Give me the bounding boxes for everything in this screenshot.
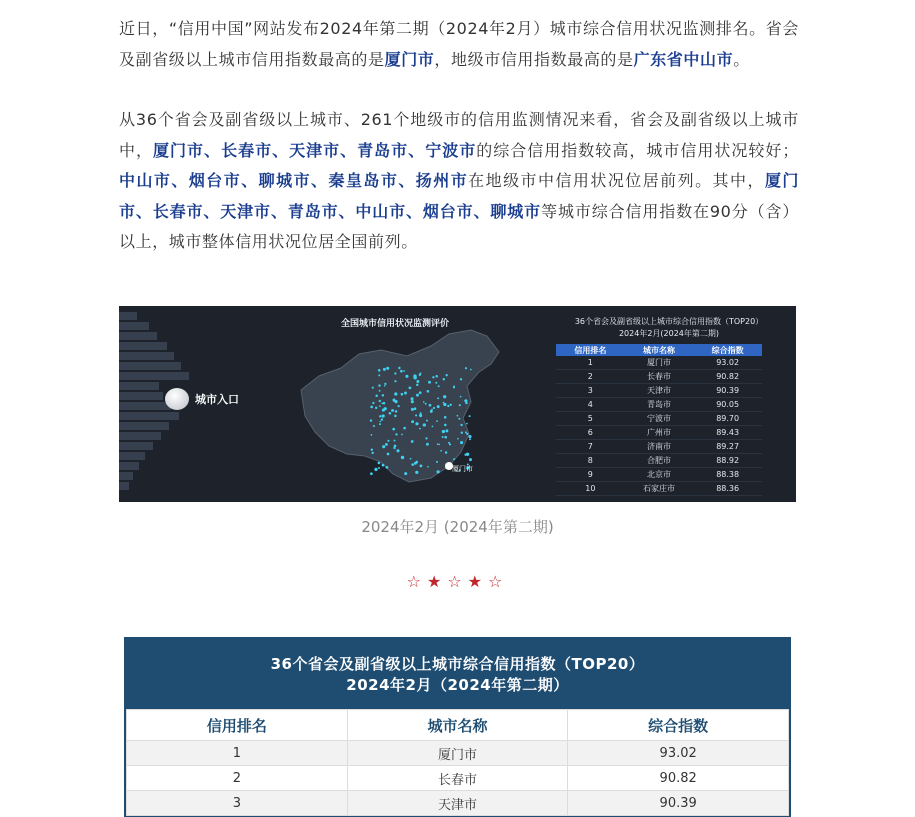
city-dot bbox=[410, 458, 412, 460]
city-dot bbox=[379, 423, 381, 425]
cell-city: 天津市 bbox=[347, 791, 568, 816]
city-dot bbox=[436, 420, 438, 422]
city-dot bbox=[435, 382, 437, 384]
credit-map-banner[interactable] bbox=[119, 306, 796, 502]
city-dot bbox=[419, 464, 422, 467]
mini-table-title bbox=[544, 316, 794, 340]
city-dot bbox=[437, 405, 440, 408]
star-filled-icon: ★ bbox=[426, 572, 448, 591]
city-dot bbox=[387, 453, 390, 456]
city-dot bbox=[469, 415, 471, 417]
mini-cell-city: 石家庄市 bbox=[625, 482, 694, 496]
city-dot bbox=[416, 461, 418, 463]
mini-table-row bbox=[556, 398, 762, 412]
city-dot bbox=[466, 423, 468, 425]
mini-cell-index: 88.36 bbox=[693, 482, 762, 496]
mini-table-row bbox=[556, 412, 762, 426]
city-dot bbox=[445, 429, 448, 432]
city-dot bbox=[465, 431, 467, 433]
city-dot bbox=[428, 381, 431, 384]
city-dot bbox=[448, 442, 450, 444]
highlight-city: 广东省中山市 bbox=[633, 49, 734, 69]
mini-cell-index: 88.38 bbox=[693, 468, 762, 482]
cell-rank: 3 bbox=[127, 791, 348, 816]
city-dot bbox=[394, 415, 397, 418]
ranking-card-title-line2: 2024年2月（2024年第二期） bbox=[346, 676, 569, 694]
city-dot bbox=[384, 407, 387, 410]
mini-cell-city: 济南市 bbox=[625, 440, 694, 454]
city-dot bbox=[382, 394, 384, 396]
mini-cell-rank: 7 bbox=[556, 440, 625, 454]
text-run: 从36个省会及副省级以上城市、261个地级市的信用监测情况来看，省会及副省级以上城市中， bbox=[119, 110, 799, 160]
city-dot bbox=[401, 434, 403, 436]
city-dot bbox=[400, 370, 403, 373]
city-dot bbox=[423, 423, 426, 426]
city-dot bbox=[384, 385, 386, 387]
city-dot bbox=[435, 375, 438, 378]
city-dot bbox=[430, 410, 433, 413]
city-dot bbox=[378, 384, 380, 386]
city-dot bbox=[423, 401, 425, 403]
mini-cell-rank: 8 bbox=[556, 454, 625, 468]
mini-cell-rank: 3 bbox=[556, 384, 625, 398]
cell-city: 长春市 bbox=[347, 766, 568, 791]
city-dot bbox=[386, 466, 389, 469]
city-dot bbox=[379, 421, 381, 423]
star-filled-icon: ★ bbox=[467, 572, 489, 591]
city-dot bbox=[403, 370, 405, 372]
city-dot bbox=[395, 410, 398, 413]
mini-cell-index: 90.82 bbox=[693, 370, 762, 384]
cell-index: 90.82 bbox=[568, 766, 789, 791]
mini-cell-city: 合肥市 bbox=[625, 454, 694, 468]
city-dot bbox=[379, 405, 381, 407]
city-dot bbox=[370, 406, 373, 409]
paragraph-detail bbox=[119, 105, 799, 258]
city-dot bbox=[437, 397, 439, 399]
city-dot bbox=[375, 407, 377, 409]
mini-cell-index: 89.43 bbox=[693, 426, 762, 440]
text-run: 在地级市中信用状况位居前列。其中， bbox=[468, 171, 765, 190]
mini-cell-index: 88.92 bbox=[693, 454, 762, 468]
city-dot bbox=[442, 436, 444, 438]
city-dot bbox=[381, 418, 383, 420]
city-dot bbox=[398, 405, 400, 407]
city-dot bbox=[387, 440, 389, 442]
city-dot bbox=[371, 434, 373, 436]
city-dot bbox=[453, 386, 455, 388]
city-dot bbox=[460, 396, 462, 398]
city-dot bbox=[411, 400, 414, 403]
header-index: 综合指数 bbox=[568, 710, 789, 741]
city-dot bbox=[404, 392, 407, 395]
city-dot bbox=[416, 394, 419, 397]
city-dot bbox=[437, 443, 439, 445]
ranking-table bbox=[126, 709, 789, 816]
city-dot bbox=[442, 430, 445, 433]
city-dot bbox=[411, 397, 414, 400]
cell-city: 厦门市 bbox=[347, 741, 568, 766]
city-dot bbox=[392, 428, 395, 431]
city-dot bbox=[443, 378, 445, 380]
mini-cell-city: 青岛市 bbox=[625, 398, 694, 412]
star-divider bbox=[0, 572, 915, 591]
mini-cell-index: 89.27 bbox=[693, 440, 762, 454]
city-dot bbox=[444, 436, 447, 439]
star-outline-icon: ☆ bbox=[406, 572, 427, 591]
city-dot bbox=[431, 409, 433, 411]
city-dot bbox=[465, 367, 467, 369]
mini-table-title-line2: 2024年2月(2024年第二期) bbox=[618, 329, 720, 338]
city-dot bbox=[414, 462, 417, 465]
mini-cell-city: 北京市 bbox=[625, 468, 694, 482]
city-dot bbox=[414, 407, 417, 410]
table-row bbox=[127, 741, 789, 766]
city-dot bbox=[457, 415, 459, 417]
highlight-city: 厦门市、长春市、天津市、青岛市、中山市、烟台市、聊城市 bbox=[119, 171, 799, 221]
highlight-city: 中山市、烟台市、聊城市、秦皇岛市、扬州市 bbox=[119, 171, 469, 190]
city-dot bbox=[370, 472, 373, 475]
city-dot bbox=[403, 427, 406, 430]
city-dot bbox=[371, 448, 373, 450]
city-dot bbox=[383, 368, 386, 371]
city-dot bbox=[460, 378, 462, 380]
mini-table-row bbox=[556, 440, 762, 454]
star-outline-icon: ☆ bbox=[488, 572, 509, 591]
city-dot bbox=[450, 404, 452, 406]
city-dot bbox=[432, 426, 434, 428]
cell-rank: 1 bbox=[127, 741, 348, 766]
highlight-city: 厦门市、长春市、天津市、青岛市、宁波市 bbox=[153, 140, 477, 160]
city-dot bbox=[394, 380, 396, 382]
city-dot bbox=[464, 399, 467, 402]
city-dot bbox=[458, 418, 460, 420]
mini-cell-city: 广州市 bbox=[625, 426, 694, 440]
city-dot bbox=[436, 461, 438, 463]
city-dot bbox=[433, 407, 435, 409]
city-dot bbox=[438, 444, 440, 446]
city-entry-button[interactable] bbox=[165, 388, 239, 410]
city-dot bbox=[468, 435, 471, 438]
city-dot bbox=[378, 467, 380, 469]
text-run: 近日，“信用中国”网站发布2024年第二期（2024年2月）城市综合信用状况监测排名。省会及副省级以上城市信用指数最高的是 bbox=[119, 19, 799, 69]
mini-table-row bbox=[556, 468, 762, 482]
table-row bbox=[127, 791, 789, 816]
city-dot bbox=[379, 390, 381, 392]
city-dot bbox=[415, 414, 417, 416]
city-dot bbox=[394, 445, 397, 448]
highlight-city: 厦门市 bbox=[384, 49, 435, 69]
city-dot bbox=[427, 466, 429, 468]
mini-cell-rank: 6 bbox=[556, 426, 625, 440]
city-dot bbox=[466, 453, 469, 456]
mini-cell-rank: 9 bbox=[556, 468, 625, 482]
city-dot bbox=[372, 402, 374, 404]
city-dot bbox=[383, 402, 386, 405]
city-dot bbox=[420, 412, 422, 414]
city-dot bbox=[426, 443, 429, 446]
city-dot bbox=[386, 367, 389, 370]
map-title: 全国城市信用状况监测评价 bbox=[341, 319, 450, 329]
text-run: 等城市综合信用指数在90分（含）以上，城市整体信用状况位居全国前列。 bbox=[119, 201, 799, 251]
mini-table-row bbox=[556, 384, 762, 398]
city-dot bbox=[425, 403, 427, 405]
city-dot bbox=[427, 390, 430, 393]
city-dot bbox=[389, 412, 392, 415]
city-dot bbox=[404, 472, 407, 475]
cell-index: 90.39 bbox=[568, 791, 789, 816]
city-dot bbox=[394, 392, 397, 395]
city-dot bbox=[419, 391, 422, 394]
city-dot bbox=[469, 458, 472, 461]
city-dot bbox=[401, 456, 404, 459]
city-dot bbox=[392, 409, 394, 411]
city-dot bbox=[382, 464, 385, 467]
header-city: 城市名称 bbox=[347, 710, 568, 741]
city-dot bbox=[416, 384, 418, 386]
text-run: 。 bbox=[733, 49, 750, 69]
city-dot bbox=[372, 452, 374, 454]
city-dot bbox=[443, 402, 445, 404]
city-dot bbox=[419, 374, 421, 376]
city-dot bbox=[425, 437, 427, 439]
city-dot bbox=[411, 420, 414, 423]
city-dot bbox=[443, 395, 446, 398]
mini-table-title-line1: 36个省会及副省级以上城市综合信用指数（TOP20） bbox=[574, 317, 764, 326]
city-dot bbox=[419, 415, 422, 418]
city-dot bbox=[457, 438, 459, 440]
city-dot bbox=[437, 470, 440, 473]
text-run: 的综合信用指数较高，城市信用状况较好； bbox=[476, 140, 800, 160]
mini-table-row bbox=[556, 454, 762, 468]
mini-table-row bbox=[556, 426, 762, 440]
star-outline-icon: ☆ bbox=[447, 572, 468, 591]
cell-rank: 2 bbox=[127, 766, 348, 791]
city-dot bbox=[460, 441, 463, 444]
mini-header-index: 综合指数 bbox=[693, 344, 762, 356]
table-row bbox=[127, 766, 789, 791]
mini-cell-city: 宁波市 bbox=[625, 412, 694, 426]
city-dot bbox=[375, 394, 378, 397]
city-dot bbox=[446, 374, 448, 376]
mini-ranking-table bbox=[556, 344, 762, 496]
city-dot bbox=[469, 438, 471, 440]
city-dot bbox=[432, 376, 434, 378]
city-dot bbox=[374, 468, 377, 471]
map-city-label: 厦门市 bbox=[452, 465, 473, 473]
mini-table-row bbox=[556, 370, 762, 384]
city-dot bbox=[395, 433, 397, 435]
city-dot bbox=[429, 404, 432, 407]
mini-cell-index: 90.05 bbox=[693, 398, 762, 412]
cell-index: 93.02 bbox=[568, 741, 789, 766]
mini-cell-city: 天津市 bbox=[625, 384, 694, 398]
city-dot bbox=[411, 463, 414, 466]
city-dot bbox=[372, 387, 374, 389]
city-dot bbox=[381, 414, 384, 417]
mini-table-row bbox=[556, 356, 762, 370]
city-dot bbox=[409, 387, 412, 390]
city-dot bbox=[401, 393, 404, 396]
mini-header-city: 城市名称 bbox=[625, 344, 694, 356]
mini-cell-city: 厦门市 bbox=[625, 356, 694, 370]
city-dot bbox=[438, 385, 440, 387]
city-dot bbox=[405, 375, 408, 378]
article-body bbox=[119, 14, 799, 258]
paragraph-intro bbox=[119, 14, 799, 75]
ranking-card-title bbox=[124, 637, 791, 696]
mini-cell-rank: 5 bbox=[556, 412, 625, 426]
city-dot bbox=[470, 369, 472, 371]
mini-cell-index: 90.39 bbox=[693, 384, 762, 398]
city-dot bbox=[385, 443, 388, 446]
city-dot bbox=[411, 408, 414, 411]
mini-cell-rank: 4 bbox=[556, 398, 625, 412]
city-dot bbox=[413, 374, 416, 377]
city-dot bbox=[415, 422, 418, 425]
city-dot bbox=[460, 424, 462, 426]
mini-cell-rank: 2 bbox=[556, 370, 625, 384]
city-dot bbox=[378, 462, 381, 465]
city-entry-label: 城市入口 bbox=[195, 393, 239, 406]
mini-cell-city: 长春市 bbox=[625, 370, 694, 384]
mini-cell-rank: 10 bbox=[556, 482, 625, 496]
ranking-card-title-line1: 36个省会及副省级以上城市综合信用指数（TOP20） bbox=[270, 655, 645, 673]
city-dot bbox=[379, 400, 381, 402]
city-dot bbox=[379, 415, 381, 417]
city-dot bbox=[444, 424, 447, 427]
city-dot bbox=[461, 432, 463, 434]
city-entry-icon bbox=[165, 388, 189, 410]
city-dot bbox=[394, 400, 397, 403]
city-dot bbox=[398, 367, 400, 369]
city-dot bbox=[415, 471, 418, 474]
city-dot bbox=[394, 440, 396, 442]
ranking-card bbox=[124, 637, 791, 817]
city-dot bbox=[370, 419, 372, 421]
city-dot bbox=[378, 369, 381, 372]
image-caption: 2024年2月 (2024年第二期) bbox=[361, 518, 554, 536]
city-dot bbox=[440, 450, 442, 452]
city-dot bbox=[394, 372, 396, 374]
city-dot bbox=[396, 449, 399, 452]
city-dot bbox=[411, 440, 414, 443]
city-dot bbox=[444, 416, 447, 419]
city-dot bbox=[447, 405, 449, 407]
mini-cell-index: 93.02 bbox=[693, 356, 762, 370]
city-dot bbox=[459, 404, 461, 406]
mini-table-row bbox=[556, 482, 762, 496]
city-dot bbox=[419, 428, 421, 430]
header-rank: 信用排名 bbox=[127, 710, 348, 741]
city-dot bbox=[378, 374, 380, 376]
text-run: ，地级市信用指数最高的是 bbox=[434, 49, 634, 69]
city-dot bbox=[453, 458, 455, 460]
city-dot bbox=[382, 445, 385, 448]
mini-cell-rank: 1 bbox=[556, 356, 625, 370]
city-dot bbox=[373, 425, 375, 427]
mini-cell-index: 89.70 bbox=[693, 412, 762, 426]
city-dot bbox=[384, 383, 386, 385]
mini-header-rank: 信用排名 bbox=[556, 344, 625, 356]
city-dot bbox=[426, 420, 428, 422]
city-dot bbox=[416, 380, 419, 383]
city-dot bbox=[445, 451, 448, 454]
